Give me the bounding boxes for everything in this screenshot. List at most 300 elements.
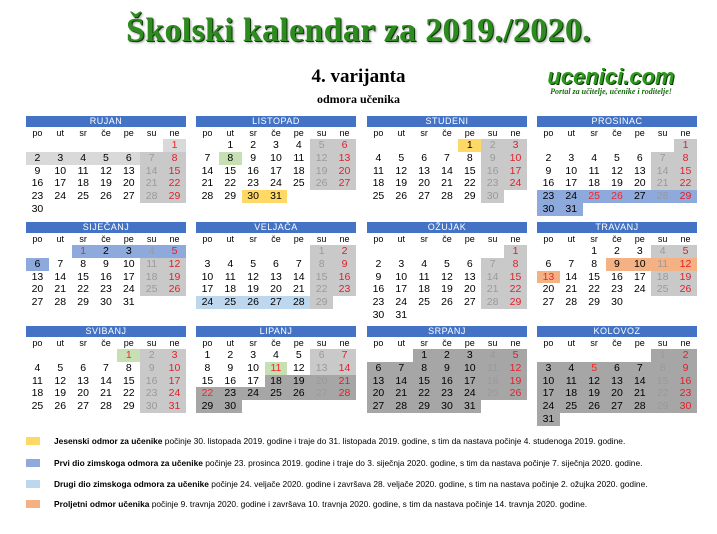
week-row xyxy=(537,139,697,152)
day-cell: 11 xyxy=(31,374,43,387)
day-cell: 11 xyxy=(560,375,583,388)
day-cell: 15 xyxy=(463,164,476,177)
legend-item xyxy=(26,436,706,446)
day-cell: 31 xyxy=(458,400,481,413)
month-header: LIPANJ xyxy=(196,326,356,337)
day-cell: 4 xyxy=(560,362,583,375)
weekday-label: ne xyxy=(339,128,350,138)
weekday-label: po xyxy=(202,128,213,138)
week-row xyxy=(367,309,527,322)
day-cell: 8 xyxy=(674,152,697,165)
day-cell: 4 xyxy=(421,257,428,270)
week-row xyxy=(367,271,527,284)
day-cell: 15 xyxy=(413,375,436,388)
day-cell: 29 xyxy=(196,400,219,413)
day-cell: 30 xyxy=(436,400,459,413)
day-cell: 21 xyxy=(201,177,214,190)
legend-swatch xyxy=(26,500,40,508)
day-cell: 25 xyxy=(372,190,385,203)
day-cell: 29 xyxy=(674,190,697,203)
day-cell: 25 xyxy=(265,387,288,400)
day-cell: 17 xyxy=(633,270,646,283)
day-cell: 1 xyxy=(227,139,234,151)
day-cell: 4 xyxy=(273,349,279,361)
day-cell: 10 xyxy=(565,164,578,177)
weekday-label: ut xyxy=(226,234,235,244)
day-cell: 12 xyxy=(583,375,606,388)
day-cell: 17 xyxy=(122,270,135,283)
day-cell: 14 xyxy=(54,270,67,283)
day-cell: 19 xyxy=(441,283,453,296)
day-cell: 13 xyxy=(606,375,629,388)
day-cell: 15 xyxy=(201,374,214,387)
week-row xyxy=(26,387,186,400)
day-cell: 23 xyxy=(372,296,385,309)
legend-item xyxy=(26,499,706,509)
day-cell: 1 xyxy=(651,349,674,362)
day-cell: 26 xyxy=(674,283,697,296)
weekday-label: če xyxy=(442,128,452,138)
day-cell: 9 xyxy=(250,151,257,164)
day-cell: 10 xyxy=(504,152,527,165)
weekday-row xyxy=(367,233,527,245)
weekday-label: če xyxy=(271,128,281,138)
day-cell: 30 xyxy=(481,190,504,203)
day-cell xyxy=(628,203,651,216)
day-cell: 11 xyxy=(293,151,305,164)
day-cell: 9 xyxy=(436,362,459,375)
day-cell: 6 xyxy=(117,152,140,165)
day-cell xyxy=(560,349,583,362)
day-cell: 18 xyxy=(140,271,163,284)
day-cell: 15 xyxy=(224,164,237,177)
day-cell: 13 xyxy=(270,270,282,283)
day-cell: 15 xyxy=(77,270,89,283)
day-cell xyxy=(333,296,356,309)
legend-item xyxy=(26,458,706,468)
week-row xyxy=(367,296,527,309)
week-row xyxy=(537,283,697,296)
day-cell: 27 xyxy=(31,296,44,309)
day-cell xyxy=(583,203,606,216)
weekday-label: če xyxy=(101,338,111,348)
day-cell: 27 xyxy=(463,296,476,309)
day-cell xyxy=(583,349,606,362)
day-cell: 14 xyxy=(140,165,163,178)
weekday-row xyxy=(537,127,697,139)
day-cell: 12 xyxy=(54,374,67,387)
day-cell: 4 xyxy=(227,257,234,270)
day-cell: 23 xyxy=(537,190,560,203)
weekday-label: sr xyxy=(249,234,257,244)
day-cell: 25 xyxy=(560,400,583,413)
day-cell: 22 xyxy=(674,177,697,190)
weekday-label: ne xyxy=(339,338,350,348)
day-cell xyxy=(390,139,413,152)
week-row xyxy=(196,245,356,258)
day-cell: 28 xyxy=(201,190,214,203)
day-cell xyxy=(367,349,390,362)
day-cell xyxy=(413,309,436,322)
day-cell: 3 xyxy=(537,362,560,375)
day-cell xyxy=(26,139,49,152)
day-cell xyxy=(72,349,95,362)
weekday-label: pe xyxy=(634,338,645,348)
weekday-label: če xyxy=(271,338,281,348)
weekday-row xyxy=(26,337,186,349)
day-cell: 1 xyxy=(458,139,481,152)
week-row xyxy=(196,400,356,413)
weekday-label: su xyxy=(657,338,668,348)
weekday-label: ut xyxy=(56,338,65,348)
day-cell xyxy=(26,349,49,362)
day-cell: 27 xyxy=(310,387,333,400)
day-cell: 17 xyxy=(270,164,282,177)
day-cell: 12 xyxy=(611,164,623,177)
week-row xyxy=(537,362,697,375)
day-cell xyxy=(537,245,560,258)
legend-swatch xyxy=(26,480,40,488)
day-cell: 21 xyxy=(628,387,651,400)
day-cell: 17 xyxy=(201,283,214,296)
day-cell: 5 xyxy=(250,257,257,270)
week-row xyxy=(196,283,356,296)
variant-subtitle: odmora učenika xyxy=(316,92,400,106)
weekday-label: pe xyxy=(464,234,475,244)
day-cell xyxy=(72,139,95,152)
day-cell xyxy=(628,296,651,309)
day-cell: 14 xyxy=(292,270,305,283)
day-cell: 30 xyxy=(372,308,385,321)
day-cell: 2 xyxy=(481,139,504,152)
day-cell xyxy=(287,245,310,258)
day-cell: 22 xyxy=(163,177,186,190)
day-cell: 14 xyxy=(628,375,651,388)
week-row xyxy=(196,177,356,190)
day-cell: 26 xyxy=(163,283,186,296)
day-cell: 19 xyxy=(163,271,186,284)
day-cell: 18 xyxy=(560,387,583,400)
weekday-label: pe xyxy=(464,128,475,138)
weekday-row xyxy=(196,127,356,139)
day-cell xyxy=(49,139,72,152)
weekday-label: po xyxy=(543,234,554,244)
day-cell: 31 xyxy=(163,400,186,413)
day-cell xyxy=(95,139,118,152)
day-cell: 3 xyxy=(49,152,72,165)
day-cell: 20 xyxy=(31,283,44,296)
month-header: SIJEČANJ xyxy=(26,222,186,233)
week-row xyxy=(26,400,186,413)
day-cell xyxy=(606,349,629,362)
day-cell: 8 xyxy=(219,152,242,165)
day-cell: 27 xyxy=(367,400,390,413)
weekday-label: če xyxy=(101,234,111,244)
day-cell: 16 xyxy=(224,374,237,387)
day-cell: 29 xyxy=(651,400,674,413)
day-cell xyxy=(606,203,629,216)
day-cell: 22 xyxy=(310,283,333,296)
weekday-label: če xyxy=(271,234,281,244)
day-cell: 18 xyxy=(481,375,504,388)
logo xyxy=(536,66,686,96)
week-row xyxy=(367,387,527,400)
day-cell: 6 xyxy=(466,257,473,270)
day-cell: 2 xyxy=(333,245,356,258)
month-header: KOLOVOZ xyxy=(537,326,697,337)
weekday-label: pe xyxy=(293,128,304,138)
day-cell: 30 xyxy=(219,400,242,413)
day-cell xyxy=(436,245,459,258)
day-cell xyxy=(390,245,413,258)
day-cell: 6 xyxy=(80,361,87,374)
day-cell: 25 xyxy=(651,283,674,296)
day-cell: 10 xyxy=(395,270,408,283)
month-travanj xyxy=(537,222,697,309)
day-cell: 30 xyxy=(31,202,44,215)
day-cell: 22 xyxy=(651,387,674,400)
week-row xyxy=(196,349,356,362)
day-cell: 19 xyxy=(247,283,259,296)
day-cell xyxy=(72,203,95,216)
weekday-label: su xyxy=(657,128,668,138)
day-cell xyxy=(651,139,674,152)
weekday-label: sr xyxy=(249,128,257,138)
weekday-label: pe xyxy=(293,234,304,244)
day-cell: 14 xyxy=(441,164,453,177)
legend-bold: Proljetni odmor učenika xyxy=(54,499,150,509)
month-header: OŽUJAK xyxy=(367,222,527,233)
weekday-label: ne xyxy=(339,234,350,244)
day-cell: 9 xyxy=(375,270,382,283)
day-cell: 1 xyxy=(413,349,436,362)
day-cell: 27 xyxy=(606,400,629,413)
day-cell: 18 xyxy=(292,164,305,177)
day-cell xyxy=(242,400,265,413)
day-cell: 8 xyxy=(310,258,333,271)
day-cell: 29 xyxy=(504,296,527,309)
weekday-label: su xyxy=(487,234,498,244)
week-row xyxy=(196,387,356,400)
day-cell: 27 xyxy=(418,190,430,203)
day-cell: 3 xyxy=(504,139,527,152)
day-cell: 27 xyxy=(77,400,89,413)
day-cell: 24 xyxy=(270,177,282,190)
day-cell: 29 xyxy=(463,190,476,203)
week-row xyxy=(196,271,356,284)
weekday-row xyxy=(537,233,697,245)
day-cell: 18 xyxy=(31,387,44,400)
day-cell: 19 xyxy=(504,375,527,388)
day-cell: 28 xyxy=(390,400,413,413)
day-cell: 10 xyxy=(537,375,560,388)
weekday-label: po xyxy=(373,338,384,348)
day-cell: 28 xyxy=(628,400,651,413)
day-cell: 30 xyxy=(140,400,163,413)
week-row xyxy=(367,177,527,190)
day-cell xyxy=(674,413,697,426)
week-row xyxy=(367,375,527,388)
day-cell: 17 xyxy=(504,165,527,178)
week-row xyxy=(196,190,356,203)
day-cell: 26 xyxy=(100,190,112,203)
day-cell: 18 xyxy=(418,283,430,296)
day-cell: 1 xyxy=(117,349,140,362)
day-cell: 6 xyxy=(545,257,552,270)
day-cell: 21 xyxy=(292,283,305,296)
day-cell: 4 xyxy=(34,361,41,374)
day-cell: 29 xyxy=(77,296,89,309)
month-header: PROSINAC xyxy=(537,116,697,127)
day-cell: 10 xyxy=(458,362,481,375)
day-cell: 23 xyxy=(333,283,356,296)
week-row xyxy=(196,139,356,152)
weekday-row xyxy=(367,337,527,349)
day-cell xyxy=(287,400,310,413)
day-cell: 1 xyxy=(163,139,186,152)
legend-item xyxy=(26,479,706,489)
day-cell: 28 xyxy=(333,387,356,400)
week-row xyxy=(26,177,186,190)
week-row xyxy=(26,152,186,165)
day-cell: 26 xyxy=(504,387,527,400)
day-cell xyxy=(310,190,333,203)
day-cell: 11 xyxy=(588,164,600,177)
day-cell xyxy=(140,139,163,152)
day-cell: 24 xyxy=(560,190,583,203)
weekday-label: če xyxy=(101,128,111,138)
day-cell: 12 xyxy=(163,258,186,271)
day-cell: 9 xyxy=(227,361,234,374)
week-row xyxy=(367,362,527,375)
day-cell: 19 xyxy=(287,375,310,388)
day-cell: 14 xyxy=(201,164,214,177)
day-cell: 28 xyxy=(651,190,674,203)
day-cell: 3 xyxy=(568,151,575,164)
weekday-label: če xyxy=(612,128,622,138)
day-cell: 9 xyxy=(34,164,41,177)
week-row xyxy=(537,203,697,216)
day-cell: 3 xyxy=(636,245,643,257)
week-row xyxy=(367,245,527,258)
day-cell xyxy=(651,296,674,309)
week-row xyxy=(367,165,527,178)
day-cell: 15 xyxy=(588,270,600,283)
day-cell: 17 xyxy=(395,283,408,296)
week-row xyxy=(537,190,697,203)
day-cell: 29 xyxy=(310,296,333,309)
week-row xyxy=(537,152,697,165)
day-cell: 15 xyxy=(310,271,333,284)
day-cell: 26 xyxy=(310,177,333,190)
month-header: TRAVANJ xyxy=(537,222,697,233)
day-cell: 27 xyxy=(265,296,288,309)
weekday-label: ne xyxy=(510,128,521,138)
day-cell xyxy=(163,296,186,309)
day-cell: 4 xyxy=(375,151,382,164)
month-siječanj xyxy=(26,222,186,309)
day-cell xyxy=(504,190,527,203)
day-cell xyxy=(436,139,459,152)
day-cell: 13 xyxy=(77,374,89,387)
week-row xyxy=(537,177,697,190)
day-cell: 21 xyxy=(565,283,578,296)
day-cell xyxy=(287,190,310,203)
day-cell: 23 xyxy=(219,387,242,400)
day-cell: 18 xyxy=(224,283,237,296)
day-cell: 5 xyxy=(583,362,606,375)
day-cell: 26 xyxy=(54,400,67,413)
week-row xyxy=(26,139,186,152)
day-cell xyxy=(504,400,527,413)
day-cell: 13 xyxy=(367,375,390,388)
day-cell: 19 xyxy=(395,177,408,190)
day-cell: 13 xyxy=(31,270,44,283)
day-cell: 10 xyxy=(270,151,282,164)
weekday-label: sr xyxy=(420,128,428,138)
day-cell xyxy=(651,413,674,426)
week-row xyxy=(537,245,697,258)
day-cell: 16 xyxy=(481,165,504,178)
day-cell: 5 xyxy=(398,151,405,164)
day-cell: 1 xyxy=(591,245,598,257)
day-cell: 8 xyxy=(651,362,674,375)
day-cell: 8 xyxy=(125,361,132,374)
day-cell: 4 xyxy=(651,245,674,258)
day-cell: 18 xyxy=(265,375,288,388)
weekday-label: po xyxy=(32,338,43,348)
week-row xyxy=(537,296,697,309)
day-cell: 20 xyxy=(310,375,333,388)
day-cell: 6 xyxy=(421,151,428,164)
day-cell: 1 xyxy=(674,139,697,152)
day-cell: 18 xyxy=(588,177,600,190)
day-cell: 28 xyxy=(100,400,112,413)
day-cell: 20 xyxy=(633,177,646,190)
month-kolovoz xyxy=(537,326,697,426)
day-cell xyxy=(95,203,118,216)
weekday-label: su xyxy=(316,234,327,244)
day-cell: 8 xyxy=(466,151,473,164)
day-cell: 7 xyxy=(651,152,674,165)
weekday-label: ut xyxy=(567,234,576,244)
weekday-row xyxy=(367,127,527,139)
day-cell xyxy=(196,139,219,152)
day-cell: 11 xyxy=(224,270,236,283)
day-cell xyxy=(49,203,72,216)
day-cell xyxy=(606,139,629,152)
day-cell: 7 xyxy=(140,152,163,165)
day-cell: 30 xyxy=(242,190,265,203)
day-cell: 6 xyxy=(333,139,356,152)
day-cell: 26 xyxy=(583,400,606,413)
week-row xyxy=(537,271,697,284)
weekday-label: ne xyxy=(169,234,180,244)
weekday-label: sr xyxy=(590,234,598,244)
day-cell: 21 xyxy=(441,177,453,190)
week-row xyxy=(537,165,697,178)
day-cell xyxy=(458,309,481,322)
month-veljača xyxy=(196,222,356,309)
weekday-label: su xyxy=(657,234,668,244)
day-cell: 3 xyxy=(273,139,279,151)
day-cell: 21 xyxy=(54,283,67,296)
day-cell xyxy=(265,400,288,413)
week-row xyxy=(26,165,186,178)
day-cell: 18 xyxy=(77,177,89,190)
day-cell: 8 xyxy=(504,258,527,271)
day-cell: 8 xyxy=(163,152,186,165)
